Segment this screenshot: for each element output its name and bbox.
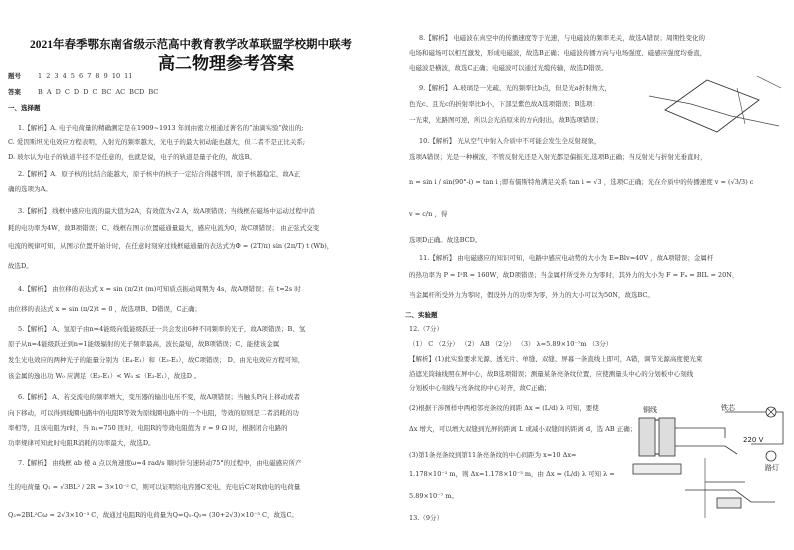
text-line: 原子从n=4能级跃迁到n=1能级辐射的光子频率最高，波长最短，故B项错误；C、能使该金属 <box>8 340 280 348</box>
text-line: 色光c、且光c的折射率比b小，下部呈紫色故A选项错误；B选项： <box>409 100 599 108</box>
answer-table-answers: B A D C D D C BC AC BCD BC <box>38 88 159 96</box>
text-line: 沿遮光筒轴线照在屏中心，故B选项错误；测量某条亮条纹位置，应使测量头中心的分划板中心刻线 <box>409 370 694 378</box>
text-line: 选项A错误；光是一种横波，不管反射光还是入射光都是偏振光,选项B正确；当反射光与折射光垂直时， <box>409 153 707 161</box>
right-column <box>397 0 794 550</box>
voltage-label: 220 V <box>743 436 764 444</box>
glass-slab-refraction-figure <box>647 72 787 144</box>
text-line: 电磁波是横波，故选C正确；电磁波可以通过光缆传输，故选D错误。 <box>409 64 608 72</box>
text-line: 5.89×10⁻⁷ m。 <box>409 492 458 500</box>
text-line: 由位移的表达式 x = sin (π/2)t = 0 ，故选项B、D错误，C正确； <box>8 305 202 313</box>
text-line: 1.178×10⁻² m，则 Δx=1.178×10⁻³ m，由 Δx = (L/d) λ 可知 λ = <box>409 470 615 478</box>
coil-label-right: 铁芯 <box>721 404 735 412</box>
text-line: 向下移动，可以得到线圈电路中的电阻R等效为原线圈电路中的一个电阻，等效的原则是二者消耗的功 <box>8 409 299 417</box>
text-line: n = sin i / sin(90°-i) = tan i ;即布儒斯特角满足关系 tan i = √3 ，选项C正确；光在介质中的传播速度 v = (√3/3) c <box>409 178 754 186</box>
transformer-circuit-figure <box>625 398 787 528</box>
text-line: v = c/n ，得 <box>409 210 448 218</box>
text-line: 6.【解析】 A、若交流电的频率增大，变压器的输出电压不变，故A项错误；当触头P向上移动或者 <box>18 393 301 401</box>
lamp-label: 路灯 <box>765 464 779 472</box>
text-line: 2.【解析】A．原子核的比结合能越大，原子核中的核子一定结合得越牢固，原子核越稳定，故A正 <box>18 170 301 178</box>
text-line: 11.【解析】 由电磁感应的知识可知，电路中感应电动势的大小为 E=Blv=40V ，故A项错误；金属杆 <box>419 254 714 262</box>
text-line: 12.（7分） <box>409 325 443 333</box>
text-line: D. 玻尔认为电子的轨道半径不是任意的，也就是说，电子的轨道是量子化的，故选B。 <box>8 153 256 161</box>
text-line: 分划板中心刻线与亮条纹的中心对齐，故C正确； <box>409 384 551 392</box>
text-line: 率相等，且该电阻为r时，当 n₁=750 匝时，电阻R的等效电阻值为 r = 9 Ω 时，根据闭合电路的 <box>8 424 288 432</box>
text-line: 的热功率为 P = I²R = 160W，故D项错误；当金属杆所受外力为零时，其外力的大小为 F = Fₐ = BIL = 20N， <box>409 271 739 279</box>
section-heading-experiment: 二、实验题 <box>405 311 438 319</box>
text-line: 9.【解析】 A.玻璃是一光疏，光的频率比b点，但是光a折射角大， <box>419 84 612 92</box>
text-line: 5.【解析】 A、氢原子由n=4能级向低能级跃迁一共会发出6种不同频率的光子，故A项错误；B、氢 <box>18 325 306 333</box>
text-line: 耗的电功率为4W，故B项错误；C、线框在图示位置磁通量最大，感应电流为0，故C项错误； 由正弦式交变 <box>8 224 320 232</box>
answer-table-q-label: 题号 <box>8 72 21 80</box>
text-line: 4.【解析】 由位移的表达式 x = sin (π/2)t (m)可知质点振动周期为 4s，故A项错误；在 t=2s 时 <box>18 285 301 293</box>
text-line: 故选D。 <box>8 262 33 270</box>
section-heading: 一、选择题 <box>8 104 41 112</box>
exam-title: 2021年春季鄂东南省级示范高中教育教学改革联盟学校期中联考 <box>30 39 352 51</box>
text-line: 生的电荷量 Q₁ = √3BL² / 2R = 3×10⁻² C，则可以证明给电容器C充电，充电后C对R放电的电荷量 <box>8 483 301 491</box>
text-line: 电流的规律可知，从图示位置开始计时，在任意时刻穿过线框磁通量的表达式为Φ = (2T/π) sin (2π/T) t (Wb)， <box>8 242 334 250</box>
text-line: 电场和磁场可以相互激发，形成电磁波，故选B正确；电磁波传播方向与电场强度、磁感应强度均垂直， <box>409 49 707 57</box>
answer-table-a-label: 答案 <box>8 88 21 96</box>
text-line: 1.【解析】A. 电子电荷量的精确测定是在1909~1913 年间由密立根通过著名的“油滴实验”做出的; <box>18 124 304 132</box>
text-line: Q₂=2BL²Cω = 2√3×10⁻³ C，故通过电阻R的电荷量为Q=Q₁-Q₂= (30+2√3)×10⁻³ C，故选C。 <box>8 511 298 519</box>
text-line: 当金属杆所受外力为零时，假设外力的功率为零，外力的大小可以为50N，故选BC。 <box>409 291 654 299</box>
text-line: (3)第1条亮条纹到第11条亮条纹的中心间距为 x=10 Δx= <box>409 451 577 459</box>
text-line: C. 爱因斯坦光电效应方程表明，入射光的频率越大，光电子的最大初动能也越大，但二者不是正比关系; <box>8 138 306 146</box>
text-line: 该金属的逸出功 W₀ 应满足（E₂-E₁）< W₀ ≤（E₃-E₁），故选D 。 <box>8 372 201 380</box>
text-line: 7.【解析】 由线框 ab 棱 a 点以角速度ω=4 rad/s 顺时针匀速转动75°的过程中，由电磁感应所产 <box>18 459 302 467</box>
answer-table-numbers: 1 2 3 4 5 6 7 8 9 10 11 <box>38 72 133 80</box>
text-line: 3.【解析】 线框中感应电流的最大值为2A，有效值为√2 A，故A项错误；当线框在磁场中运动过程中消 <box>18 207 315 215</box>
text-line: （1） C （2分） （2） AB （2分） （3） λ=5.89×10⁻⁷m （3分） <box>409 340 613 348</box>
text-line: 确的选项为A。 <box>8 185 52 193</box>
text-line: 8.【解析】 电磁波在真空中的传播速度等于光速，与电磁波的频率无关，故选A错误；周期性变化的 <box>419 34 705 42</box>
text-line: 发生光电效应的两种光子的能量分别为（E₄-E₁）和（E₃-E₁），故C项错误； D、由光电效应方程可知， <box>8 356 305 364</box>
text-line: 一光束，光路图可逆，所以会光沿原来的方向射出，故B选项错误； <box>409 116 603 124</box>
text-line: 10.【解析】 光从空气中射入介质中不可能会发生全反射现象， <box>419 137 601 145</box>
text-line: 选项D正确。故选BCD。 <box>409 236 482 244</box>
text-line: (2)根据干涉图样中两相邻亮条纹的间距 Δx = (L/d) λ 可知，要使 <box>409 404 599 412</box>
text-line: 13.（9分） <box>409 514 443 522</box>
subject-title: 高二物理参考答案 <box>158 54 294 74</box>
text-line: 【解析】(1)此实验要求光源、透光片、单缝、双缝、屏幕一条直线上即可，A错，调节光源高度使光束 <box>409 355 703 363</box>
text-line: Δx 增大，可以增大双缝到光屏的距离 L 或减小双缝间的距离 d，选 AB 正确； <box>409 425 637 433</box>
coil-label-left: 铜线 <box>643 406 657 414</box>
text-line: 功率规律可知此时电阻R消耗的功率最大，故选D。 <box>8 439 155 447</box>
